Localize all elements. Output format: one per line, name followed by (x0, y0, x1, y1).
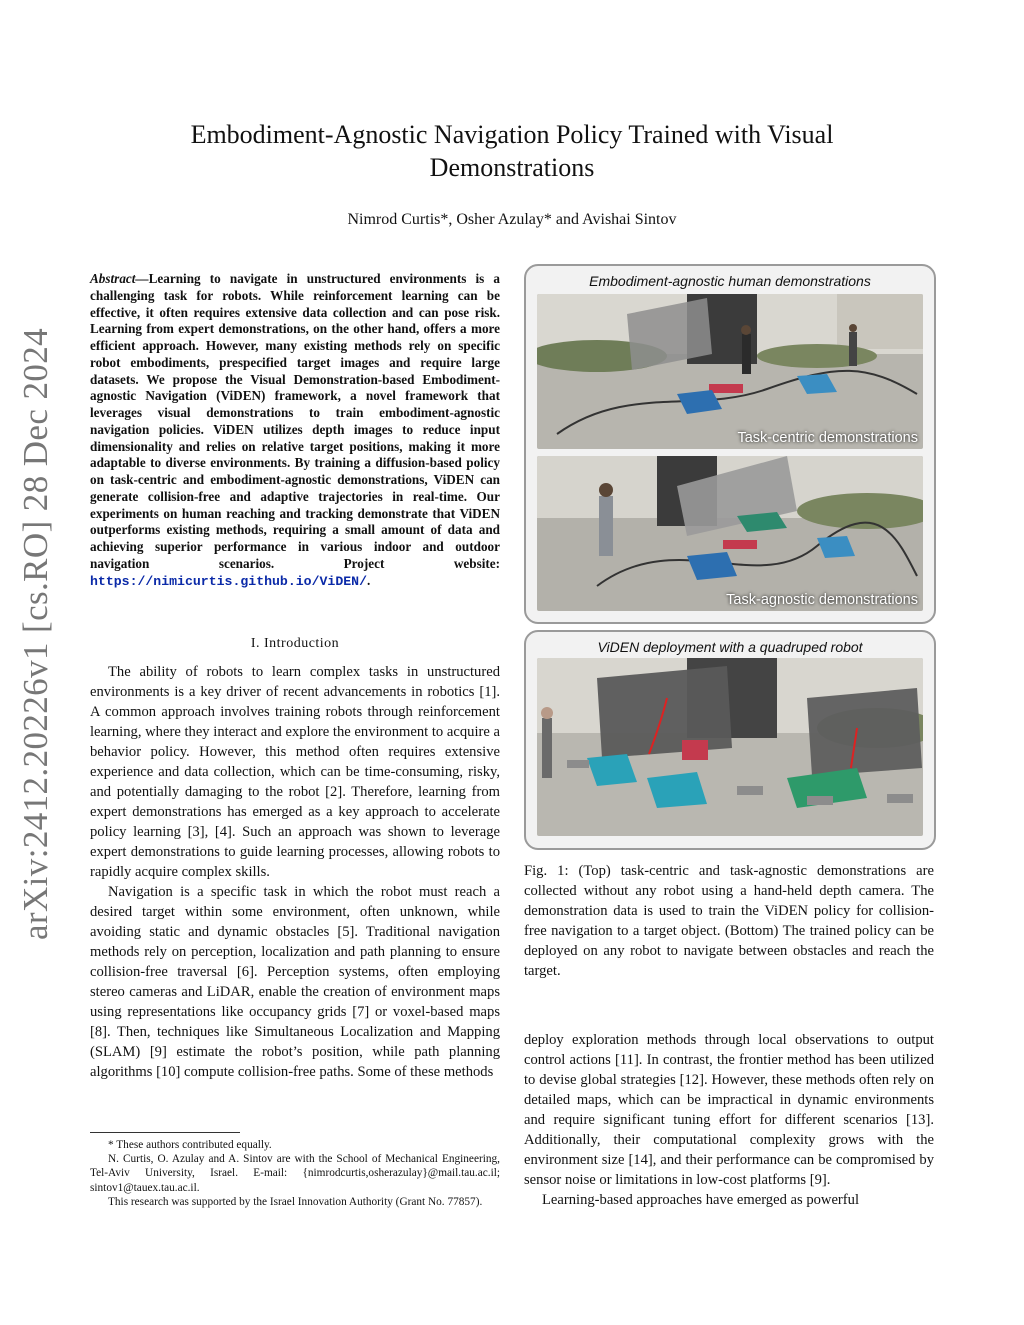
arxiv-side-label: arXiv:2412.20226v1 [cs.RO] 28 Dec 2024 (16, 327, 55, 940)
authors: Nimrod Curtis*, Osher Azulay* and Avishai Sintov (347, 211, 677, 228)
task-centric-scene (537, 294, 923, 449)
paper-title (90, 118, 934, 184)
right-column-text (524, 1030, 934, 1210)
task-agnostic-photo (537, 456, 923, 611)
project-link[interactable]: https://nimicurtis.github.io/ViDEN/ (90, 573, 367, 589)
intro-paragraph-2: Navigation is a specific task in which the robot must reach a desired target within some environment, often unknown, while avoiding static and dynamic obstacles [5]. Traditional navigation methods rely on perception, localization and path planning to ensure collision-free traversal [6]. Perception systems, often employing stereo cameras and LiDAR, enable the creation of environment maps using representations like occupancy grids [7] or voxel-based maps [8]. Then, techniques like Simultaneous Localization and Mapping (SLAM) [9] estimate the robot’s position, while path planning algorithms [10] compute collision-free paths. Some of these methods (90, 884, 500, 1080)
panel1-title: Embodiment-agnostic human demonstrations (589, 273, 871, 289)
intro-paragraph-1: The ability of robots to learn complex tasks in unstructured environments is a key driver of recent advancements in robotics [1]. A common approach involves training robots through reinforcement learning, where they interact and explore the environment to acquire a behavior policy. However, this method often requires extensive experience and data collection, which can be time-consuming, risky, and potentially damaging to the robot [2]. Therefore, learning from expert demonstrations has emerged as a key approach to accelerate policy learning [3], [4]. Such an approach was shown to leverage expert demonstrations to guide learning processes, allowing robots to rapidly acquire complex skills. (90, 664, 500, 880)
footnote-1: * These authors contributed equally. (108, 1139, 272, 1151)
intro-column (90, 662, 500, 1082)
title-line-1: Embodiment-Agnostic Navigation Policy Trained with Visual (190, 120, 834, 149)
panel2-title: ViDEN deployment with a quadruped robot (597, 639, 863, 655)
footnote-3: This research was supported by the Israel Innovation Authority (Grant No. 77857). (108, 1195, 483, 1208)
abstract-text: Learning to navigate in unstructured environments is a challenging task for robots. While reinforcement learning can be effective, it often requires extensive data collection and can pose risk. Learning from expert demonstrations, on the other hand, offers a more efficient approach. However, many existing methods rely on specific robot embodiments, prespecified target images and require large datasets. We propose the Visual Demonstration-based Embodiment-agnostic Navigation (ViDEN) framework, a novel framework that leverages visual demonstrations to train embodiment-agnostic navigation policies. ViDEN utilizes depth images to reduce input dimensionality and relies on relative target positions, making it more adaptable to diverse environments. By training a diffusion-based policy on task-centric and embodiment-agnostic demonstrations, ViDEN can generate collision-free and adaptive trajectories in real-time. Our experiments on human reaching and tracking demonstrate that ViDEN outperforms existing methods, requiring a small amount of data and achieving superior performance in various indoor and outdoor navigation scenarios. Project website: (90, 271, 500, 571)
right-paragraph-2: Learning-based approaches have emerged as powerful (542, 1192, 860, 1208)
title-line-2: Demonstrations (429, 153, 595, 182)
deployment-scene (537, 658, 923, 836)
figure-panel-deployment (524, 630, 936, 850)
footnote-rule (90, 1132, 240, 1133)
figure-panel-demonstrations (524, 264, 936, 624)
label-task-agnostic: Task-agnostic demonstrations (726, 592, 918, 608)
footnote-2: N. Curtis, O. Azulay and A. Sintov are with the School of Mechanical Engineering, Tel-Aviv University, Israel. E-mail: {nimrodcurtis,osherazulay}@mail.tau.ac.il; sintov1@tauex.tau.ac.il. (90, 1153, 500, 1194)
figure-caption: Fig. 1: (Top) task-centric and task-agnostic demonstrations are collected without any robot using a hand-held depth camera. The demonstration data is used to train the ViDEN policy for collision-free navigation to a target object. (Bottom) The trained policy can be deployed on any robot to navigate between obstacles and reach the target. (524, 863, 934, 979)
label-task-centric: Task-centric demonstrations (737, 430, 918, 446)
abstract: Abstract—Learning to navigate in unstructured environments is a challenging task for robots. While reinforcement learning can be effective, it often requires extensive data collection and can pose risk. Learning from expert demonstrations, on the other hand, offers a more efficient approach. However, many existing methods rely on specific robot embodiments, prespecified target images and require large datasets. We propose the Visual Demonstration-based Embodiment-agnostic Navigation (ViDEN) framework, a novel framework that leverages visual demonstrations to train embodiment-agnostic navigation policies. ViDEN utilizes depth images to reduce input dimensionality and relies on relative target positions, making it more adaptable to diverse environments. By training a diffusion-based policy on task-centric and embodiment-agnostic demonstrations, ViDEN can generate collision-free and adaptive trajectories in real-time. Our experiments on human reaching and tracking demonstrate that ViDEN outperforms existing methods, requiring a small amount of data and achieving superior performance in various indoor and outdoor navigation scenarios. Project website: https://nimicurtis.github.io/ViDEN/. (90, 271, 500, 589)
abstract-label: Abstract— (90, 271, 149, 286)
task-agnostic-scene (537, 456, 923, 611)
footnotes (90, 1138, 500, 1209)
task-centric-photo (537, 294, 923, 449)
section-heading: I. Introduction (250, 636, 340, 651)
deployment-photo (537, 658, 923, 836)
right-paragraph-1: deploy exploration methods through local observations to output control actions [11]. In contrast, the frontier method has been utilized to devise global strategies [12]. However, these methods often rely on detailed maps, which can be impractical in dynamic environments and require significant tuning effort for different scenarios [13]. Additionally, their computational complexity grows with the environment size [14], and their performance can be compromised by sensor noise or limitations in low-cost platforms [9]. (524, 1032, 934, 1188)
